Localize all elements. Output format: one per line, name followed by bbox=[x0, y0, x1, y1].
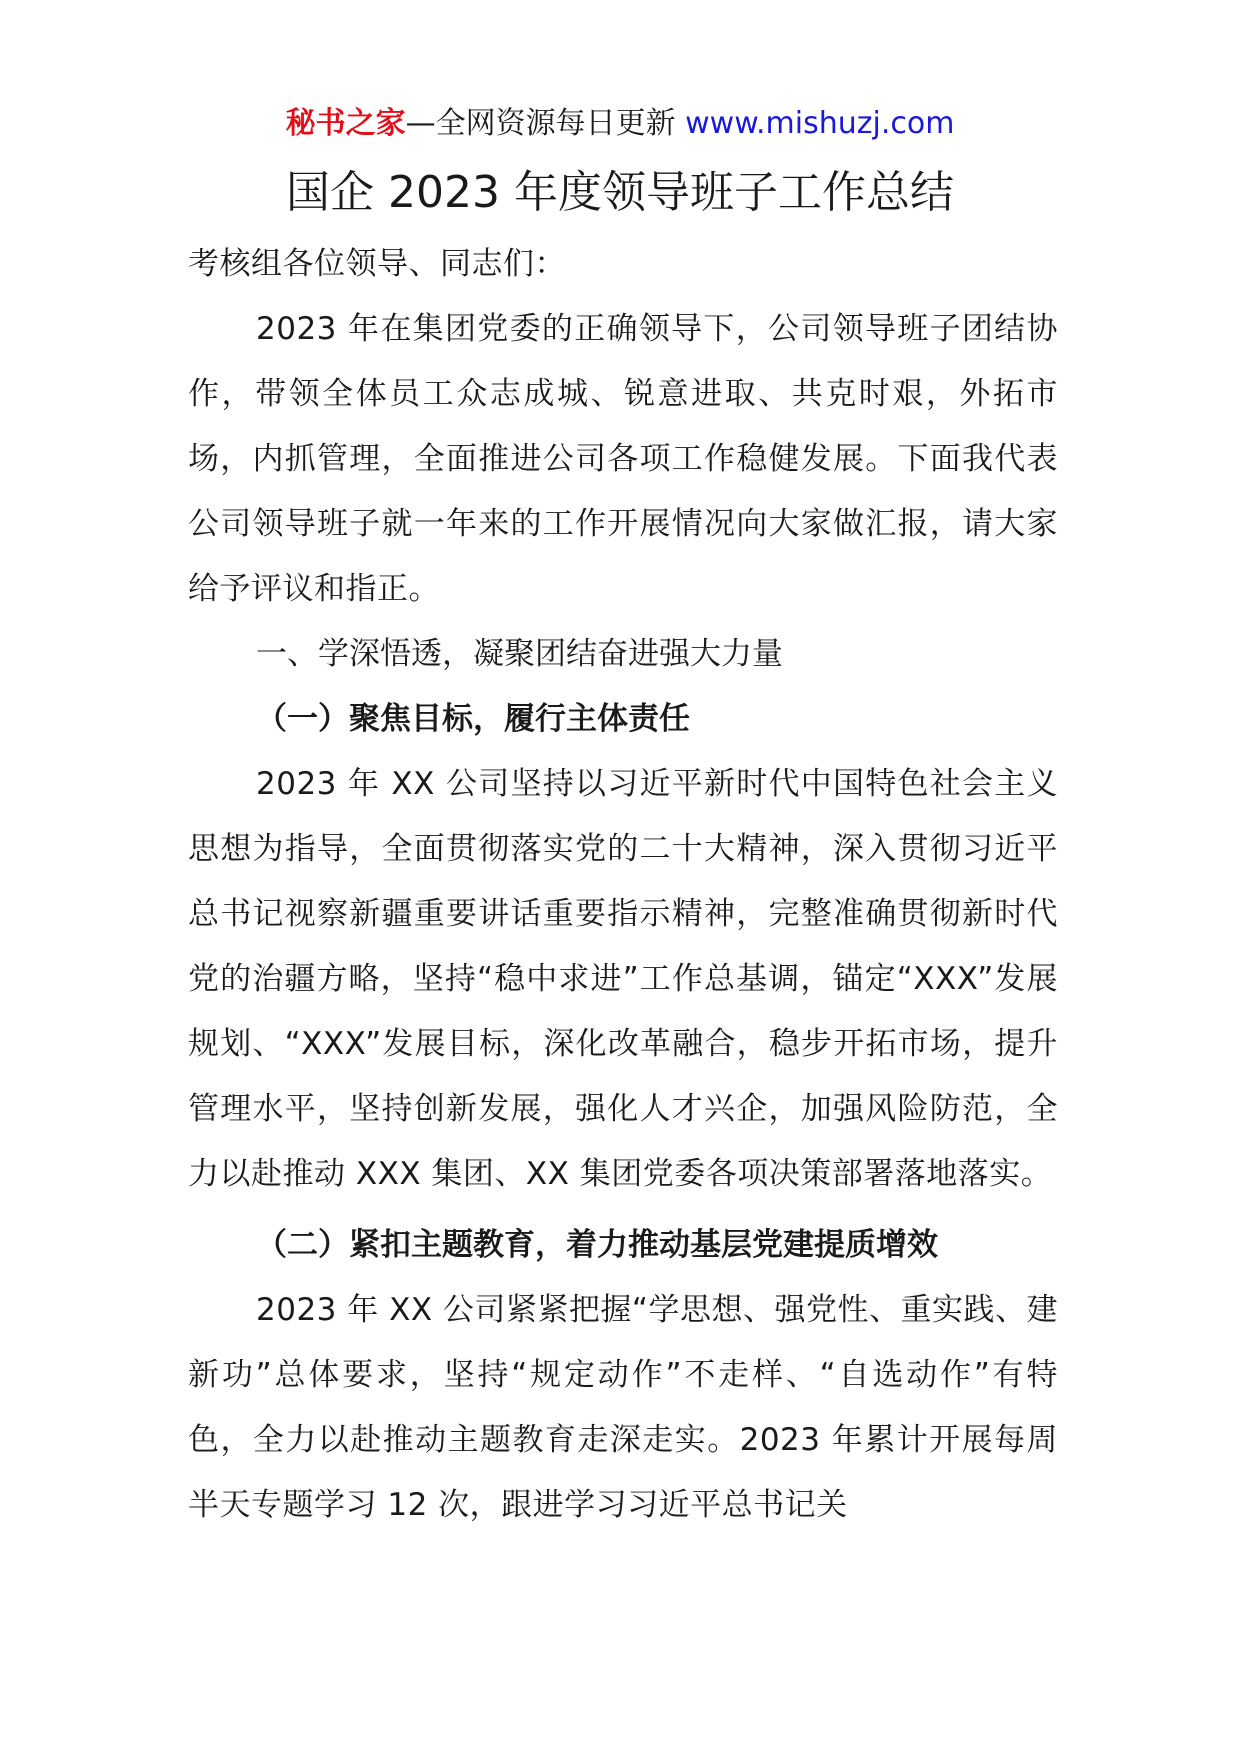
site-url[interactable]: www.mishuzj.com bbox=[685, 106, 955, 141]
brand-name: 秘书之家 bbox=[285, 106, 406, 141]
watermark-header bbox=[0, 104, 1240, 144]
section-heading-1: 一、学深悟透，凝聚团结奋进强大力量 bbox=[256, 636, 783, 672]
subsection-2-paragraph: 2023 年 XX 公司紧紧把握“学思想、强党性、重实践、建新功”总体要求，坚持“规定动作”不走样、“自选动作”有特色，全力以赴推动主题教育走深走实。2023 年累计开展每周半天专题学习 12 次，跟进学习习近平总书记关 bbox=[188, 1292, 1058, 1523]
document-title: 国企 2023 年度领导班子工作总结 bbox=[286, 167, 954, 218]
subsection-heading-1: （一）聚焦目标，履行主体责任 bbox=[256, 701, 690, 737]
intro-paragraph: 2023 年在集团党委的正确领导下，公司领导班子团结协作，带领全体员工众志成城、锐意进取、共克时艰，外拓市场，内抓管理，全面推进公司各项工作稳健发展。下面我代表公司领导班子就一年来的工作开展情况向大家做汇报，请大家给予评议和指正。 bbox=[188, 311, 1058, 607]
document-body bbox=[188, 232, 1058, 1538]
header-tagline: —全网资源每日更新 bbox=[405, 106, 686, 141]
subsection-heading-2: （二）紧扣主题教育，着力推动基层党建提质增效 bbox=[256, 1227, 938, 1263]
greeting: 考核组各位领导、同志们： bbox=[188, 246, 566, 282]
subsection-1-paragraph: 2023 年 XX 公司坚持以习近平新时代中国特色社会主义思想为指导，全面贯彻落实党的二十大精神，深入贯彻习近平总书记视察新疆重要讲话重要指示精神，完整准确贯彻新时代党的治疆方略，坚持“稳中求进”工作总基调，锚定“XXX”发展规划、“XXX”发展目标，深化改革融合，稳步开拓市场，提升管理水平，坚持创新发展，强化人才兴企，加强风险防范，全力以赴推动 XXX 集团、XX 集团党委各项决策部署落地落实。 bbox=[188, 766, 1058, 1192]
